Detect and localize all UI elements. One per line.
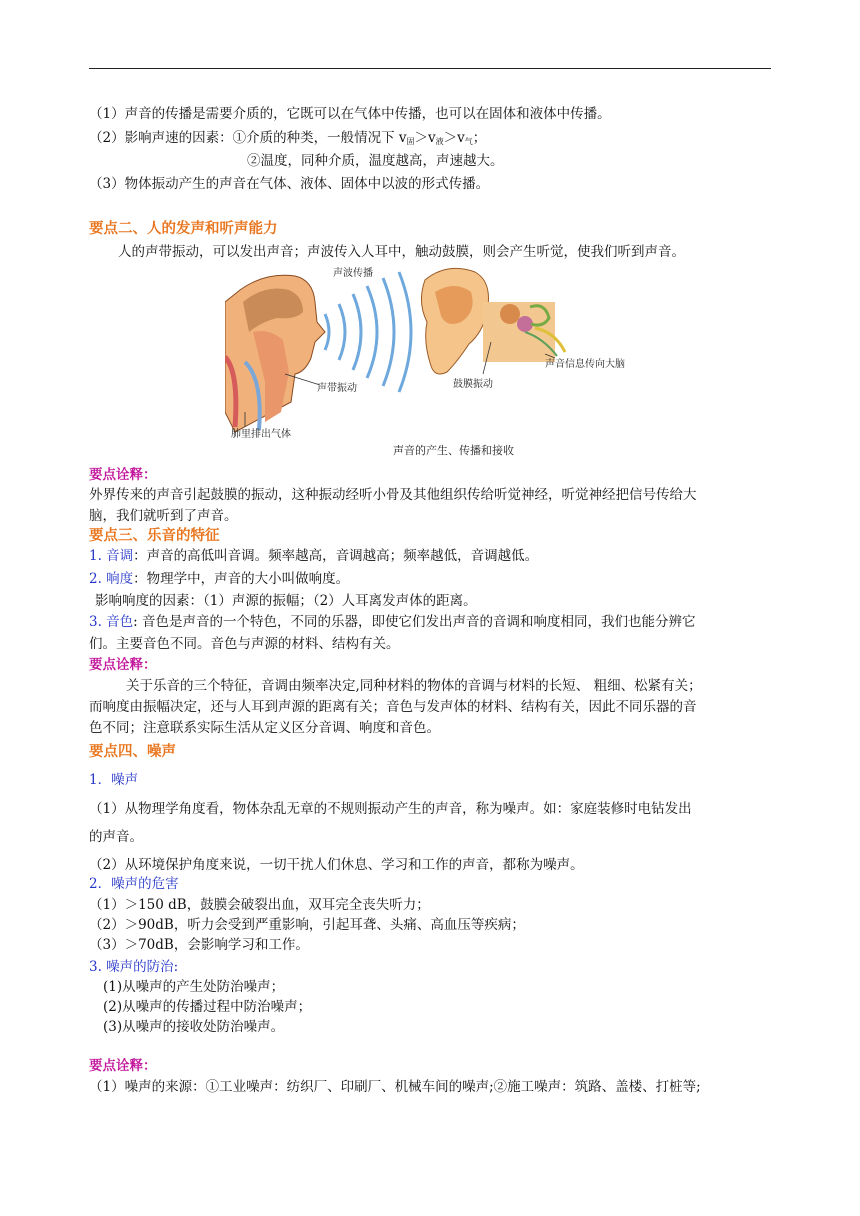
text-line: ②温度，同种介质，温度越高，声速越大。 [247, 153, 504, 169]
note-heading: 要点诠释： [89, 657, 157, 673]
text-line: 脑，我们就听到了声音。 [89, 508, 238, 524]
text-line: （1）噪声的来源：①工业噪声：纺织厂、印刷厂、机械车间的噪声;②施工噪声：筑路、盖楼、打桩等; [89, 1079, 701, 1095]
figure-caption: 声音的产生、传播和接收 [393, 444, 514, 457]
text-line: 而响度由振幅决定，还与人耳到声源的距离有关；音色与发声体的材料、结构有关，因此不同乐器的音 [89, 699, 697, 715]
text-line: 影响响度的因素：（1）声源的振幅；（2）人耳离发声体的距离。 [95, 593, 477, 609]
subheading: 3. 噪声的防治: [89, 959, 179, 975]
text-line: 色不同；注意联系实际生活从定义区分音调、响度和音色。 [89, 720, 440, 736]
text-line: (3)从噪声的接收处防治噪声。 [103, 1019, 285, 1035]
label-brain: 声音信息传向大脑 [545, 359, 625, 370]
text-line: （3）物体振动产生的声音在气体、液体、固体中以波的形式传播。 [89, 176, 490, 192]
section-heading: 要点二、人的发声和听声能力 [89, 221, 278, 237]
text-line: 外界传来的声音引起鼓膜的振动，这种振动经听小骨及其他组织传给听觉神经，听觉神经把信号传给大 [89, 487, 697, 503]
section-heading: 要点三、乐音的特征 [89, 528, 220, 544]
label-lungs: 肺里排出气体 [231, 429, 291, 440]
text-line: (1)从噪声的产生处防治噪声； [103, 979, 285, 995]
text-line: （2）从环境保护角度来说，一切干扰人们休息、学习和工作的声音，都称为噪声。 [89, 857, 584, 873]
header-rule [89, 68, 771, 69]
text-line: 关于乐音的三个特征，音调由频率决定,同种材料的物体的音调与材料的长短、 粗细、松紧有关； [126, 678, 702, 694]
text-line: （1）＞150 dB，鼓膜会破裂出血，双耳完全丧失听力； [89, 897, 430, 913]
subheading: 2．噪声的危害 [89, 876, 179, 892]
text-line: （3）＞70dB，会影响学习和工作。 [89, 937, 309, 953]
text-line: （2）影响声速的因素：①介质的种类，一般情况下 $v_固>v_液>v_气$； [89, 130, 487, 146]
label-wave: 声波传播 [333, 268, 373, 279]
text-line: 1. 音调：声音的高低叫音调。频率越高，音调越高；频率越低，音调越低。 [89, 548, 539, 564]
label-eardrum: 鼓膜振动 [453, 379, 493, 390]
note-heading: 要点诠释： [89, 1058, 157, 1074]
label-vocal-cords: 声带振动 [317, 383, 357, 394]
text-line: （2）＞90dB，听力会受到严重影响，引起耳聋、头痛、高血压等疾病； [89, 917, 525, 933]
note-heading: 要点诠释： [89, 467, 157, 483]
text-line: 们。主要音色不同。音色与声源的材料、结构有关。 [89, 636, 400, 652]
subheading: 1．噪声 [89, 772, 139, 788]
text-line: (2)从噪声的传播过程中防治噪声； [103, 999, 312, 1015]
text-line: 人的声带振动，可以发出声音；声波传入人耳中，触动鼓膜，则会产生听觉，使我们听到声音。 [118, 244, 685, 260]
text-line: 2. 响度：物理学中，声音的大小叫做响度。 [89, 571, 350, 587]
text-line: （1）声音的传播是需要介质的，它既可以在气体中传播，也可以在固体和液体中传播。 [89, 106, 611, 122]
sound-figure [225, 262, 645, 458]
text-line: （1）从物理学角度看，物体杂乱无章的不规则振动产生的声音，称为噪声。如：家庭装修时电钻发出 [89, 801, 692, 817]
text-line: 3. 音色: 音色是声音的一个特色，不同的乐器，即使它们发出声音的音调和响度相同，我们也能分辨它 [89, 614, 696, 630]
section-heading: 要点四、噪声 [89, 744, 176, 760]
text-line: 的声音。 [89, 829, 143, 845]
